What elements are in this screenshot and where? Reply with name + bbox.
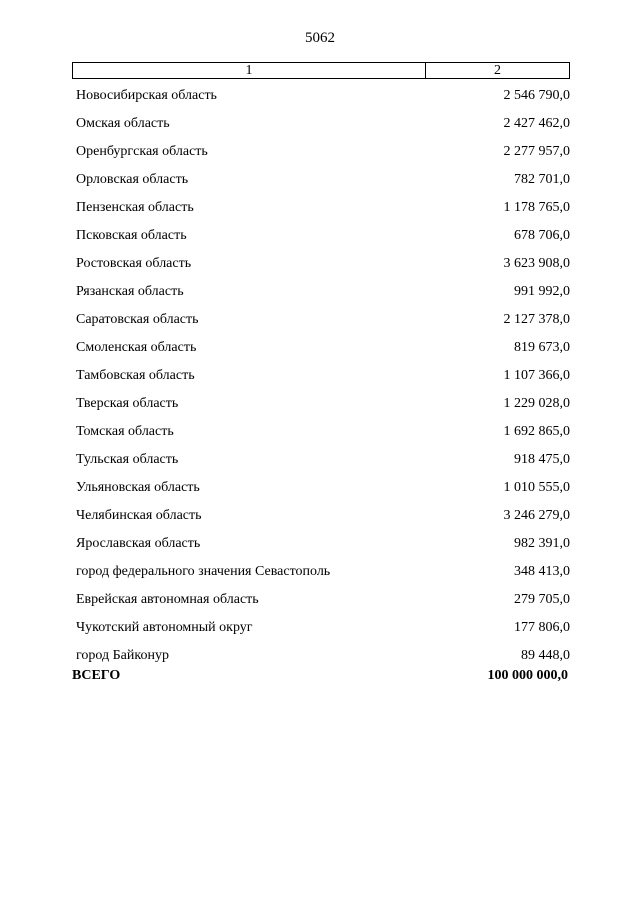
table-row [76,446,570,474]
region-name: Смоленская область [76,340,197,355]
table-row [76,334,570,362]
region-name: Пензенская область [76,200,194,215]
amount-value: 2 277 957,0 [503,144,570,159]
table-row [76,362,570,390]
region-name: Тамбовская область [76,368,195,383]
region-name: Ростовская область [76,256,192,271]
table-row [76,502,570,530]
region-name: Тульская область [76,452,179,467]
region-name: город Байконур [76,648,169,663]
column-header-1: 1 [73,63,426,78]
table-row [76,250,570,278]
amount-value: 348 413,0 [514,564,570,579]
region-name: Омская область [76,116,170,131]
amount-value: 678 706,0 [514,228,570,243]
table-row [76,138,570,166]
amount-value: 1 010 555,0 [503,480,570,495]
table-row [76,418,570,446]
region-name: Рязанская область [76,284,184,299]
table-row [76,82,570,110]
amount-value: 2 427 462,0 [503,116,570,131]
region-name: Орловская область [76,172,189,187]
region-name: Челябинская область [76,508,202,523]
amount-value: 982 391,0 [514,536,570,551]
region-name: Новосибирская область [76,88,217,103]
total-label: ВСЕГО [72,668,121,683]
region-name: Чукотский автономный округ [76,620,253,635]
table-body [76,82,570,670]
amount-value: 991 992,0 [514,284,570,299]
table-row [76,306,570,334]
total-value: 100 000 000,0 [487,668,568,683]
table-row [76,194,570,222]
table-row [76,586,570,614]
table-row [76,278,570,306]
region-name: Тверская область [76,396,179,411]
amount-value: 2 546 790,0 [503,88,570,103]
amount-value: 89 448,0 [521,648,570,663]
table-header [72,62,570,79]
table-row [76,390,570,418]
table-row [76,474,570,502]
page-number: 5062 [305,30,335,46]
amount-value: 819 673,0 [514,340,570,355]
region-name: Ульяновская область [76,480,200,495]
table-row [76,614,570,642]
amount-value: 3 623 908,0 [503,256,570,271]
region-name: Еврейская автономная область [76,592,259,607]
amount-value: 1 229 028,0 [503,396,570,411]
table-row [76,222,570,250]
table-row [76,558,570,586]
column-header-2: 2 [494,62,501,78]
region-name: Саратовская область [76,312,199,327]
amount-value: 177 806,0 [514,620,570,635]
amount-value: 782 701,0 [514,172,570,187]
amount-value: 3 246 279,0 [503,508,570,523]
amount-value: 1 178 765,0 [503,200,570,215]
table-row [76,642,570,670]
total-row [72,668,568,684]
amount-value: 2 127 378,0 [503,312,570,327]
table-row [76,110,570,138]
amount-value: 1 692 865,0 [503,424,570,439]
amount-value: 918 475,0 [514,452,570,467]
table-row [76,530,570,558]
region-name: Томская область [76,424,174,439]
amount-value: 1 107 366,0 [503,368,570,383]
amount-value: 279 705,0 [514,592,570,607]
region-name: Оренбургская область [76,144,208,159]
region-name: Ярославская область [76,536,201,551]
region-name: город федерального значения Севастополь [76,564,331,579]
region-name: Псковская область [76,228,187,243]
table-row [76,166,570,194]
